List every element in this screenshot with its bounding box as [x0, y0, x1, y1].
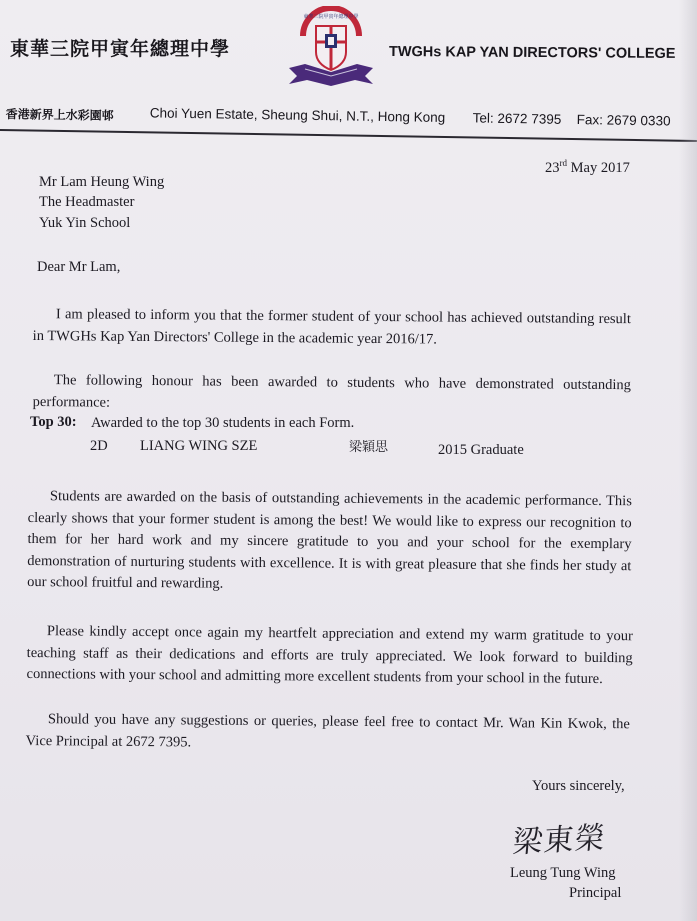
- date-day: 23: [545, 159, 560, 176]
- fax-number: Fax: 2679 0330: [576, 112, 671, 129]
- date-month-year: May 2017: [567, 159, 630, 176]
- recipient-line: Mr Lam Heung Wing: [39, 174, 165, 190]
- letter-date: [545, 158, 630, 177]
- paragraph-5: Should you have any suggestions or queries, please feel free to contact Mr. Wan Kin Kwok, the Vice Principal at 2672 7395.: [25, 711, 630, 750]
- school-crest-logo: [285, 6, 377, 92]
- student-name-english: LIANG WING SZE: [140, 438, 258, 454]
- student-name-chinese: 梁穎思: [349, 440, 389, 455]
- address-chinese: 香港新界上水彩園邨: [5, 107, 114, 123]
- award-description: Awarded to the top 30 students in each Form.: [91, 415, 355, 431]
- handwritten-signature: 梁東榮: [511, 820, 608, 861]
- student-class: 2D: [90, 438, 108, 454]
- paragraph-3: Students are awarded on the basis of outstanding achievements in the academic performance. This clearly shows that your former student is among the best! We would like to express our recognition to them for her hard work and my sincere gratitude to you and your school for the exemplary demonstration of nurturing students with excellence. It is with great pleasure that she finds her study at our school fruitful and rewarding.: [27, 488, 632, 592]
- telephone-number: Tel: 2672 7395: [472, 110, 562, 127]
- signer-title: Principal: [569, 885, 622, 901]
- svg-text:東華三院甲寅年總理中學: 東華三院甲寅年總理中學: [303, 14, 359, 20]
- salutation: Dear Mr Lam,: [37, 259, 121, 275]
- school-name-english: TWGHs KAP YAN DIRECTORS' COLLEGE: [388, 44, 676, 62]
- school-name-chinese: 東華三院甲寅年總理中學: [10, 38, 231, 60]
- signer-name: Leung Tung Wing: [510, 865, 616, 881]
- paragraph-2: The following honour has been awarded to students who have demonstrated outstanding performance:: [32, 372, 631, 411]
- recipient-line: The Headmaster: [39, 194, 135, 210]
- page-edge-shadow: [679, 0, 697, 921]
- recipient-line: Yuk Yin School: [39, 215, 131, 231]
- paragraph-1: I am pleased to inform you that the former student of your school has achieved outstanding result in TWGHs Kap Yan Directors' College in the academic year 2016/17.: [32, 306, 631, 348]
- award-label: Top 30:: [30, 414, 77, 430]
- student-graduation: 2015 Graduate: [438, 442, 524, 458]
- address-english: Choi Yuen Estate, Sheung Shui, N.T., Hong Kong: [149, 105, 446, 125]
- paragraph-4: Please kindly accept once again my heartfelt appreciation and extend my warm gratitude to your teaching staff as their dedications and efforts are truly appreciated. We look forward to building connections with your school and admitting more excellent students from your school in the future.: [26, 623, 633, 688]
- closing: Yours sincerely,: [532, 778, 625, 794]
- date-suffix: rd: [559, 158, 567, 168]
